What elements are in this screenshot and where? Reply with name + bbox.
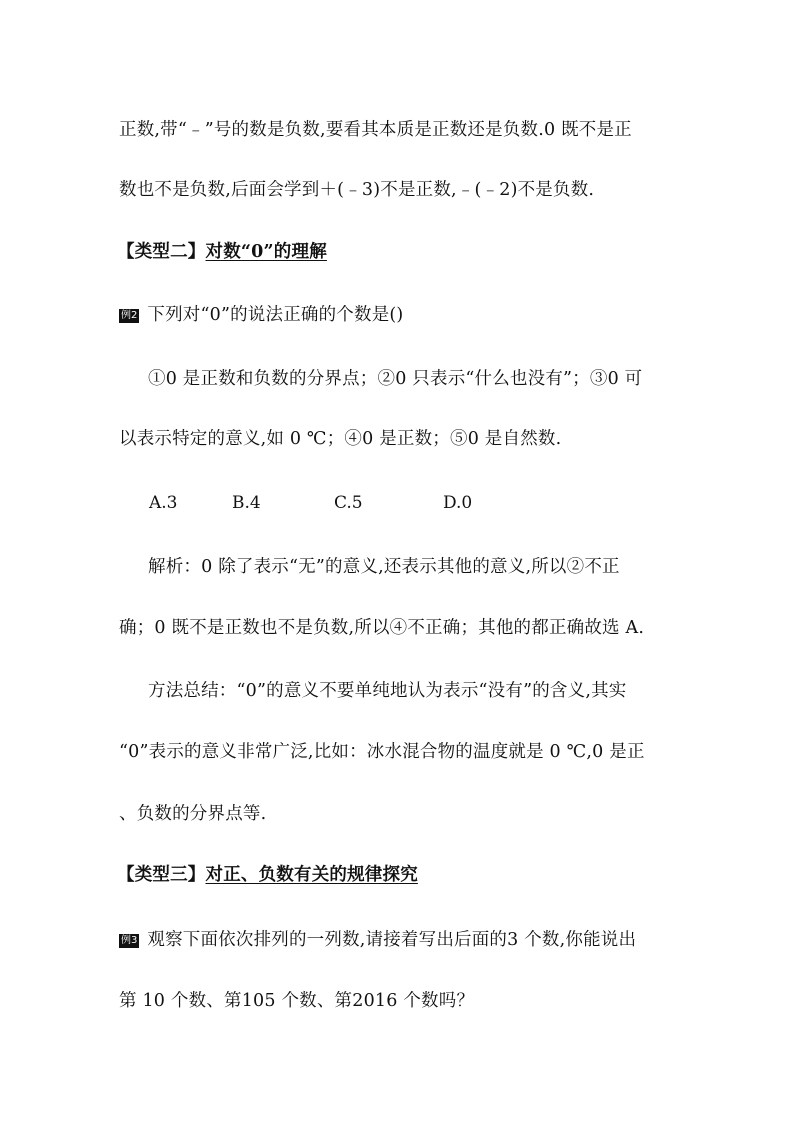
example-2-question: [119, 303, 403, 327]
example-3-question: [119, 928, 636, 952]
summary-line: “0”表示的意义非常广泛,比如：冰水混合物的温度就是 0 ℃,0 是正: [119, 742, 645, 762]
section-heading-type-3: [117, 863, 418, 887]
summary-line: 方法总结：“0”的意义不要单纯地认为表示“没有”的含义,其实: [148, 681, 627, 701]
section-bracket: 【类型二】: [117, 242, 206, 262]
statement-line: ①0 是正数和负数的分界点；②0 只表示“什么也没有”；③0 可: [148, 369, 643, 389]
example-tag: 例3: [121, 935, 138, 946]
analysis-line: 确；0 既不是正数也不是负数,所以④不正确；其他的都正确故选 A.: [119, 618, 645, 638]
paragraph-line: 正数,带“﹣”号的数是负数,要看其本质是正数还是负数.0 既不是正: [119, 120, 632, 140]
question-text: 下列对“0”的说法正确的个数是(): [147, 305, 404, 325]
analysis-line: 解析：0 除了表示“无”的意义,还表示其他的意义,所以②不正: [148, 557, 620, 577]
summary-line: 、负数的分界点等.: [119, 804, 267, 824]
question-text: 观察下面依次排列的一列数,请接着写出后面的3 个数,你能说出: [147, 930, 637, 950]
option-a: A.3: [149, 493, 178, 513]
statement-line: 以表示特定的意义,如 0 ℃；④0 是正数；⑤0 是自然数.: [119, 429, 562, 449]
option-c: C.5: [334, 493, 363, 513]
section-heading-type-2: [117, 240, 327, 264]
example-tag: 例2: [121, 310, 138, 321]
question-line: 第 10 个数、第105 个数、第2016 个数吗？: [119, 991, 475, 1011]
section-title: 对数“0”的理解: [205, 242, 327, 262]
paragraph-line: 数也不是负数,后面会学到＋(﹣3)不是正数,﹣(﹣2)不是负数.: [119, 180, 595, 200]
section-title: 对正、负数有关的规律探究: [205, 865, 418, 885]
option-b: B.4: [232, 493, 261, 513]
section-bracket: 【类型三】: [117, 865, 206, 885]
option-d: D.0: [443, 493, 473, 513]
